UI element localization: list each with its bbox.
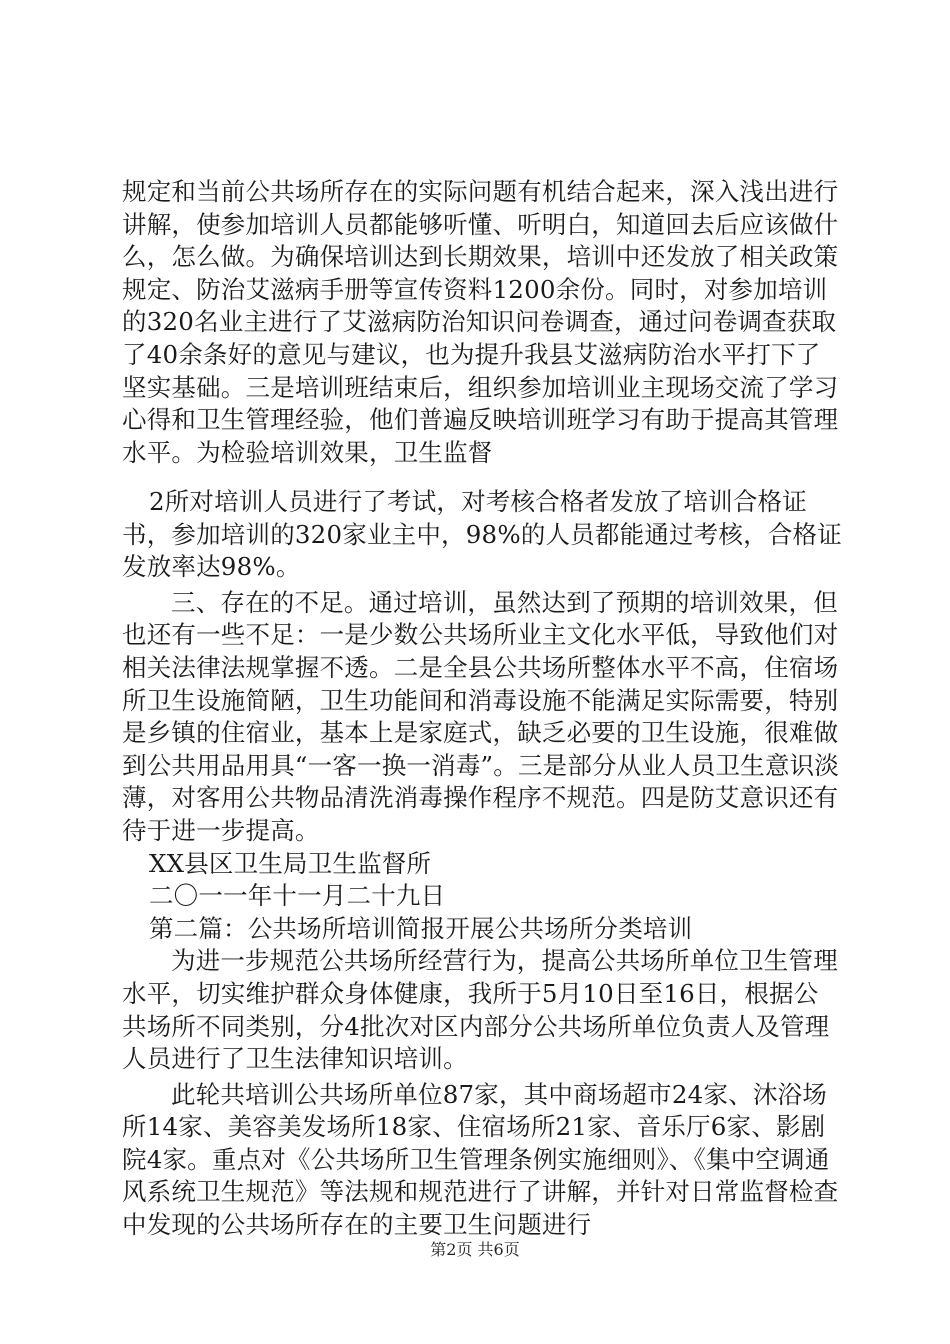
paragraph-2: 2所对培训人员进行了考试，对考核合格者发放了培训合格证书，参加培训的320家业主中，98%的人员都能通过考核，合格证发放率达98%。 [122,487,842,582]
section-heading: 第二篇：公共场所培训简报开展公共场所分类培训 [148,913,693,943]
paragraph-3: 三、存在的不足。通过培训，虽然达到了预期的培训效果，但也还有一些不足：一是少数公共场所业主文化水平低，导致他们对相关法律法规掌握不透。二是全县公共场所整体水平不高，住宿场所卫生设施简陋，卫生功能间和消毒设施不能满足实际需要，特别是乡镇的住宿业，基本上是家庭式，缺乏必要的卫生设施，很难做到公共用品用具“一客一换一消毒”。三是部分从业人员卫生意识淡薄，对客用公共物品清洗消毒操作程序不规范。四是防艾意识还有待于进一步提高。 [122,587,840,845]
page-footer: 第2页 共6页 [430,1240,520,1259]
body-text-middle [122,486,842,1242]
paragraph-7: 为进一步规范公共场所经营行为，提高公共场所单位卫生管理水平，切实维护群众身体健康，我所于5月10日至16日，根据公共场所不同类别，分4批次对区内部分公共场所单位负责人及管理人员进行了卫生法律知识培训。 [122,946,838,1074]
paragraph-8: 此轮共培训公共场所单位87家，其中商场超市24家、沐浴场所14家、美容美发场所18家、住宿场所21家、音乐厅6家、影剧院4家。重点对《公共场所卫生管理条例实施细则》、《集中空调通风系统卫生规范》等法规和规范进行了讲解，并针对日常监督检查中发现的公共场所存在的主要卫生问题进行 [122,1079,839,1240]
paragraph-1: 规定和当前公共场所存在的实际问题有机结合起来，深入浅出进行讲解，使参加培训人员都能够听懂、听明白，知道回去后应该做什么，怎么做。为确保培训达到长期效果，培训中还发放了相关政策规定、防治艾滋病手册等宣传资料1200余份。同时，对参加培训的320名业主进行了艾滋病防治知识问卷调查，通过问卷调查获取了40余条好的意见与建议，也为提升我县艾滋病防治水平打下了坚实基础。三是培训班结束后，组织参加培训业主现场交流了学习心得和卫生管理经验，他们普遍反映培训班学习有助于提高其管理水平。为检验培训效果，卫生监督 [122,177,839,467]
paragraph-signature-date: 二〇一一年十一月二十九日 [148,881,446,911]
paragraph-signature-org: XX县区卫生局卫生监督所 [148,848,432,878]
body-text-top [122,176,842,469]
